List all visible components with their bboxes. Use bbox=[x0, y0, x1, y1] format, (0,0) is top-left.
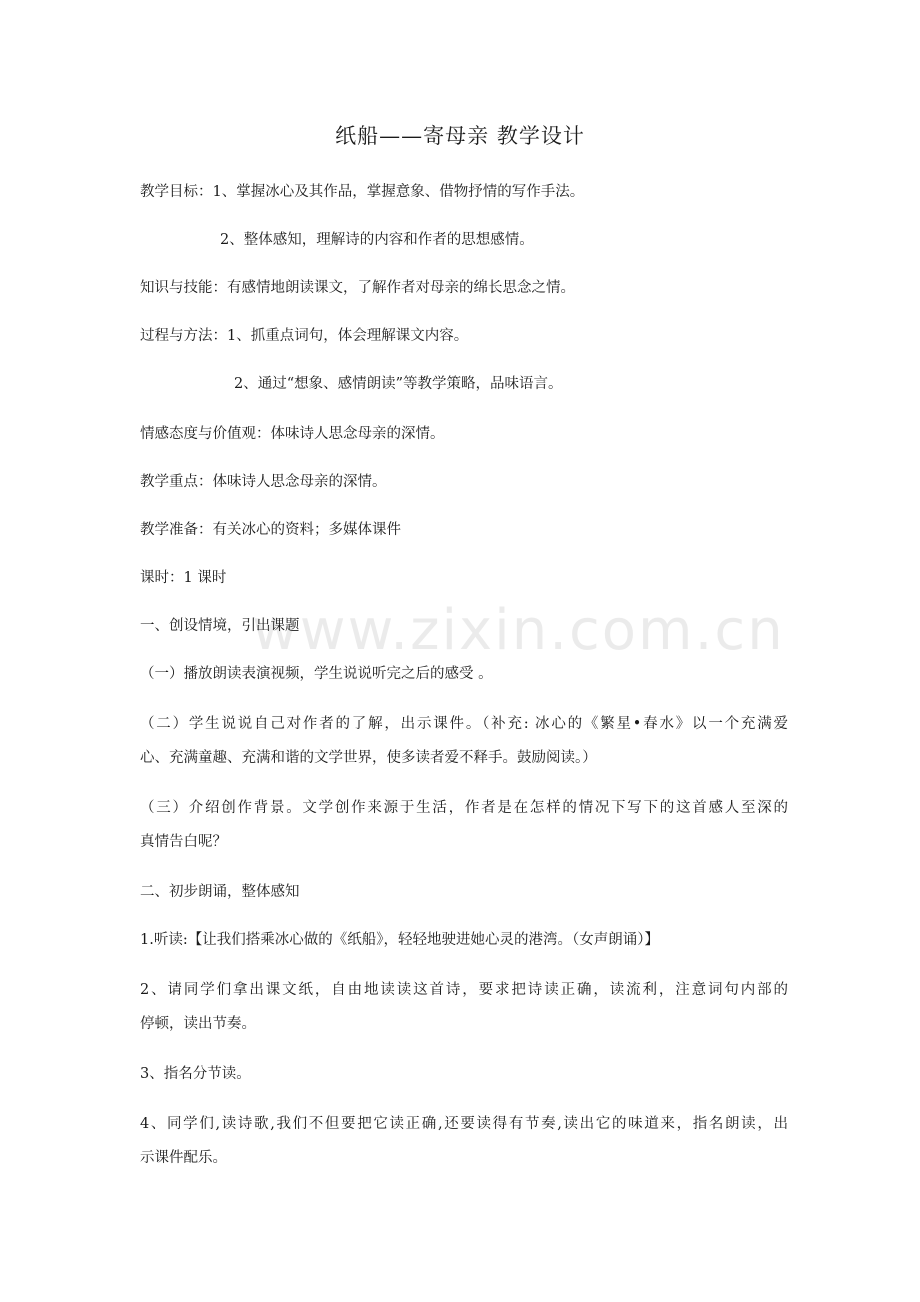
paragraph-line: （二）学生说说自己对作者的了解，出示课件。（补充: 冰心的《繁星•春水》以一个充满爱 bbox=[140, 716, 788, 732]
section-heading: 二、初步朗诵，整体感知 bbox=[140, 884, 300, 900]
paragraph-line: 4、同学们,读诗歌,我们不但要把它读正确,还要读得有节奏,读出它的味道来，指名朗读，出 bbox=[140, 1116, 788, 1132]
paragraph-line: 停顿，读出节奏。 bbox=[140, 1016, 256, 1032]
paragraph-line: 2、请同学们拿出课文纸，自由地读读这首诗，要求把诗读正确，读流利，注意词句内部的 bbox=[140, 982, 788, 998]
paragraph-line: 心、充满童趣、充满和谐的文学世界，使多读者爱不释手。鼓励阅读。） bbox=[140, 750, 597, 766]
paragraph-line: 示课件配乐。 bbox=[140, 1150, 227, 1166]
section-heading: 一、创设情境，引出课题 bbox=[140, 618, 300, 634]
paragraph-line: 教学目标：1、掌握冰心及其作品，掌握意象、借物抒情的写作手法。 bbox=[140, 184, 585, 200]
paragraph-line: 2、整体感知，理解诗的内容和作者的思想感情。 bbox=[220, 232, 534, 248]
paragraph-line: 课时：1 课时 bbox=[140, 570, 227, 586]
paragraph-line: 知识与技能：有感情地朗读课文，了解作者对母亲的绵长思念之情。 bbox=[140, 280, 575, 296]
paragraph-line: 真情告白呢？ bbox=[140, 834, 227, 850]
paragraph-line: 情感态度与价值观：体味诗人思念母亲的深情。 bbox=[140, 426, 445, 442]
paragraph-line: 2、通过“想象、感情朗读”等教学策略，品味语言。 bbox=[234, 376, 563, 392]
paragraph-line: 3、指名分节读。 bbox=[140, 1066, 251, 1082]
watermark-text: www.zixin.com.cn bbox=[252, 598, 785, 663]
paragraph-line: 1.听读:【让我们搭乘冰心做的《纸船》，轻轻地驶进她心灵的港湾。（女声朗诵）】 bbox=[140, 932, 659, 948]
paragraph-line: 教学准备：有关冰心的资料；多媒体课件 bbox=[140, 522, 401, 538]
paragraph-line: （三）介绍创作背景。文学创作来源于生活，作者是在怎样的情况下写下的这首感人至深的 bbox=[140, 800, 788, 816]
paragraph-line: 教学重点：体味诗人思念母亲的深情。 bbox=[140, 474, 387, 490]
paragraph-line: 过程与方法：1、抓重点词句，体会理解课文内容。 bbox=[140, 328, 469, 344]
paragraph-line: （一）播放朗读表演视频，学生说说听完之后的感受 。 bbox=[140, 666, 493, 682]
document-title: 纸船——寄母亲 教学设计 bbox=[335, 124, 585, 148]
